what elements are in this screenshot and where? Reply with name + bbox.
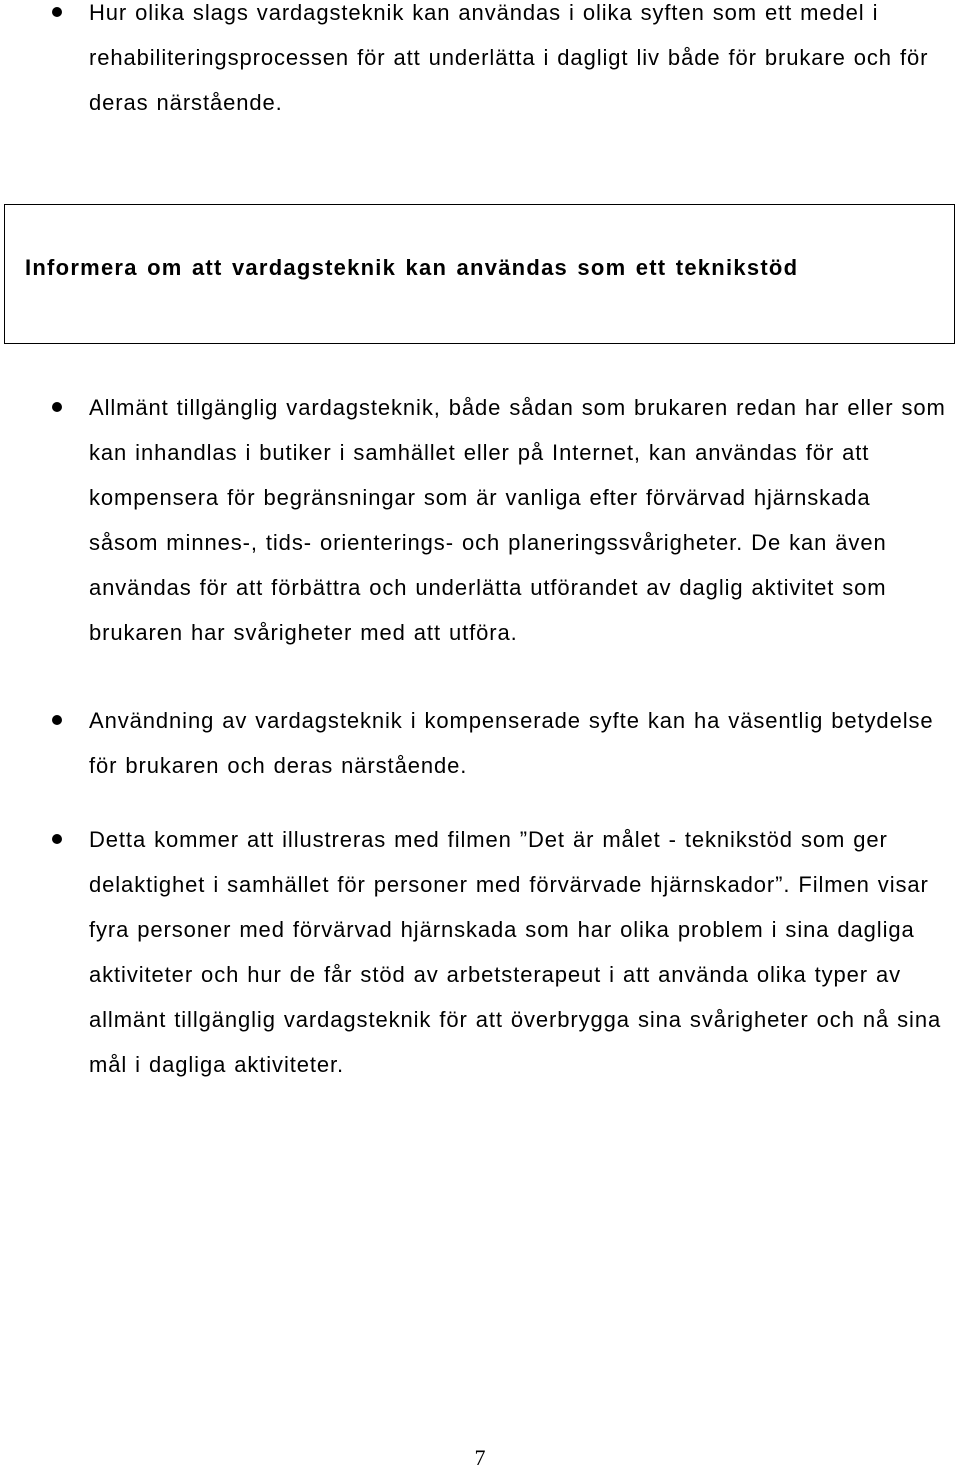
page-number: 7 [474,1445,486,1470]
bullet-text-technology: Allmänt tillgänglig vardagsteknik, både sådan som brukaren redan har eller som kan inhandlas i butiker i samhället eller på Internet, kan användas för att kompensera för begränsningar som är vanliga efter förvärvad hjärnskada såsom minnes-, tids- orienterings- och planeringssvårigheter. De kan även användas för att förbättra och underlätta utförandet av daglig aktivitet som brukaren har svårigheter med att utföra. [89,395,946,645]
section-heading: Informera om att vardagsteknik kan användas som ett teknikstöd [25,255,799,280]
bullet-icon [52,715,62,725]
bullet-item-usage [0,698,960,788]
bullet-item-technology [0,385,960,655]
bullet-icon [52,402,62,412]
bullet-text-usage: Användning av vardagsteknik i kompenserade syfte kan ha väsentlig betydelse för brukaren och deras närstående. [89,708,934,778]
bullet-item-film [0,817,960,1087]
bullet-icon [52,834,62,844]
intro-bullet-item [0,0,960,125]
main-bullet-list [0,385,960,1087]
intro-bullet-text: Hur olika slags vardagsteknik kan användas i olika syften som ett medel i rehabiliteringsprocessen för att underlätta i dagligt liv både för brukare och för deras närstående. [89,0,929,115]
bullet-text-film: Detta kommer att illustreras med filmen ”Det är målet - teknikstöd som ger delaktighet i samhället för personer med förvärvade hjärnskador”. Filmen visar fyra personer med förvärvad hjärnskada som har olika problem i sina dagliga aktiviteter och hur de får stöd av arbetsterapeut i att använda olika typer av allmänt tillgänglig vardagsteknik för att överbrygga sina svårigheter och nå sina mål i dagliga aktiviteter. [89,827,942,1077]
intro-bullet-list [0,0,960,125]
bullet-icon [52,7,62,17]
section-heading-box [4,204,955,344]
